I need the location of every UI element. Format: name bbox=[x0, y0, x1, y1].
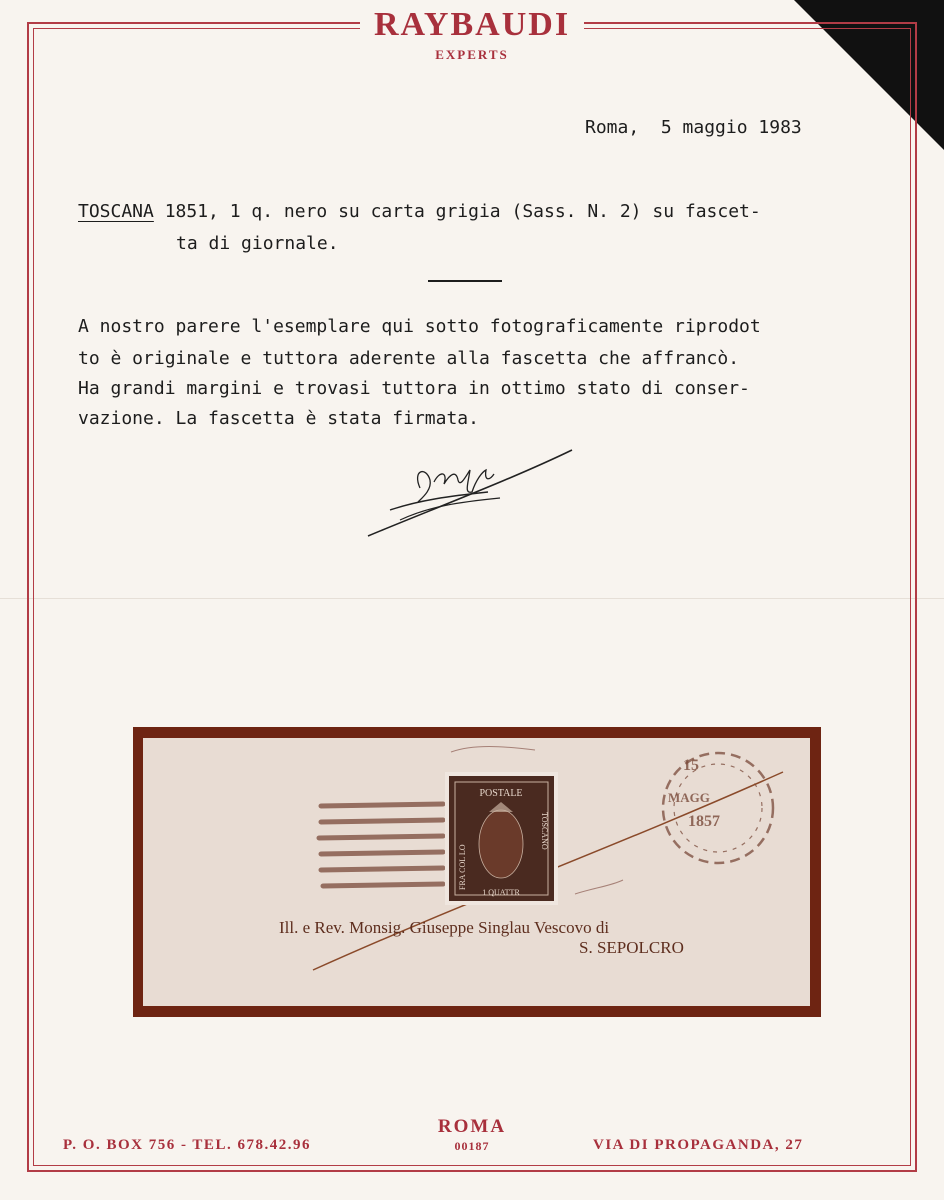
stamp-top-text: POSTALE bbox=[479, 788, 523, 799]
date-line: Roma, 5 maggio 1983 bbox=[585, 117, 802, 138]
subject-line-1 bbox=[78, 201, 761, 222]
postmark-day: 15 bbox=[683, 757, 699, 774]
address-line-2: S. SEPOLCRO bbox=[579, 938, 684, 957]
letterhead bbox=[0, 6, 944, 44]
postmark-year: 1857 bbox=[688, 813, 720, 830]
footer-address: VIA DI PROPAGANDA, 27 bbox=[593, 1137, 804, 1153]
opinion-line-4: vazione. La fascetta è stata firmata. bbox=[78, 408, 479, 429]
opinion-line-1: A nostro parere l'esemplare qui sotto fotograficamente riprodot bbox=[78, 316, 761, 337]
address-line-1: Ill. e Rev. Monsig. Giuseppe Singlau Vescovo di bbox=[279, 918, 610, 937]
lion-crest-icon bbox=[479, 810, 523, 878]
stamp-left-text: FRA COL LO bbox=[458, 844, 467, 890]
subject-label: TOSCANA bbox=[78, 201, 154, 222]
expert-mark-scribble bbox=[575, 880, 623, 894]
footer-postcode: 00187 bbox=[454, 1139, 490, 1153]
grid-cancel-marks bbox=[319, 804, 443, 886]
brand-subtitle: EXPERTS bbox=[435, 47, 509, 62]
expert-signature bbox=[360, 440, 580, 550]
subject-line-2: ta di giornale. bbox=[176, 233, 339, 254]
opinion-line-2: to è originale e tuttora aderente alla fascetta che affrancò. bbox=[78, 348, 740, 369]
footer-city: ROMA bbox=[437, 1116, 507, 1137]
subject-text: 1851, 1 q. nero su carta grigia (Sass. N. 2) su fascet- bbox=[153, 201, 761, 222]
stamp-image bbox=[445, 772, 558, 905]
separator-rule bbox=[428, 280, 502, 282]
stamp-right-text: TOSCANO bbox=[540, 812, 549, 850]
footer-pobox: P. O. BOX 756 - TEL. 678.42.96 bbox=[63, 1137, 311, 1153]
postmark-month: MAGG bbox=[668, 790, 710, 805]
brand-name: RAYBAUDI bbox=[360, 6, 584, 44]
stamp-bottom-text: 1 QUATTR bbox=[482, 888, 520, 897]
opinion-line-3: Ha grandi margini e trovasi tuttora in ottimo stato di conser- bbox=[78, 378, 750, 399]
postmark bbox=[663, 753, 773, 863]
pencil-scribble bbox=[451, 747, 535, 753]
